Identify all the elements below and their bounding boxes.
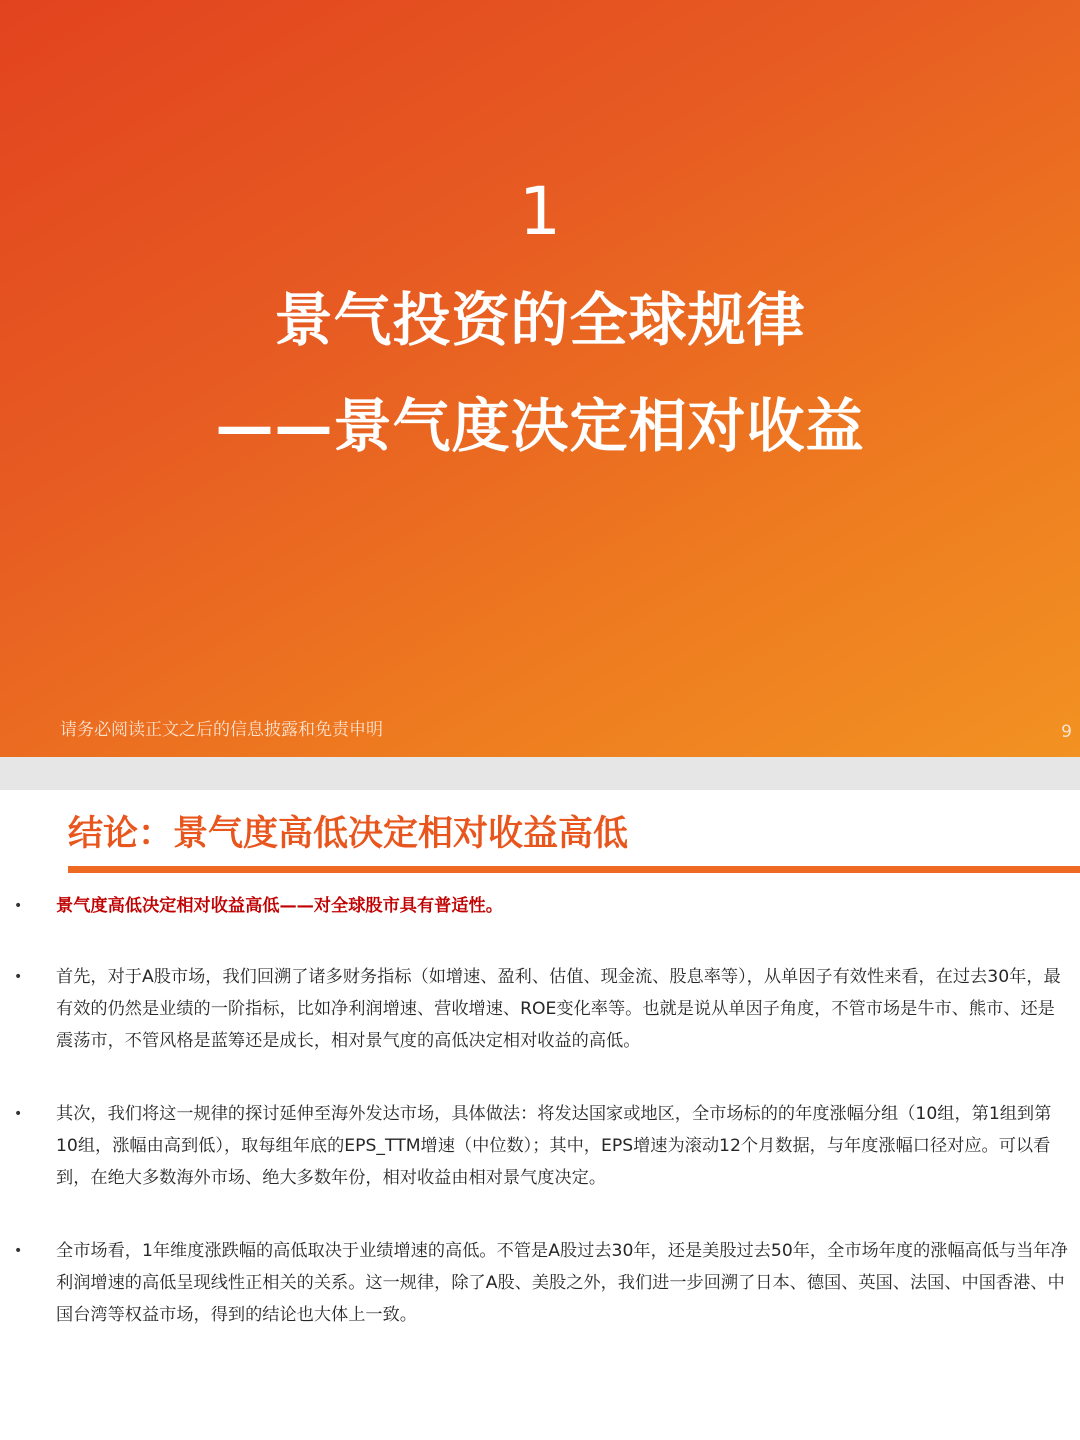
section-subtitle: ——景气度决定相对收益 xyxy=(215,392,865,460)
bullet-text: 全市场看，1年维度涨跌幅的高低取决于业绩增速的高低。不管是A股过去30年，还是美股过去50年，全市场年度的涨幅高低与当年净利润增速的高低呈现线性正相关的关系。这一规律，除了A股、美股之外，我们进一步回溯了日本、德国、英国、法国、中国香港、中国台湾等权益市场，得到的结论也大体上一致。 xyxy=(56,1241,1068,1325)
bullet-dot: • xyxy=(14,969,23,985)
slide-title: 结论：景气度高低决定相对收益高低 xyxy=(68,814,629,854)
bullet-dot: • xyxy=(14,898,23,914)
title-underline xyxy=(68,866,1080,873)
bullet-dot: • xyxy=(14,1106,23,1122)
conclusion-slide xyxy=(0,790,1080,1440)
section-title: 景气投资的全球规律 xyxy=(274,286,806,354)
slide-separator xyxy=(0,757,1080,790)
bullet-text: 首先，对于A股市场，我们回溯了诸多财务指标（如增速、盈利、估值、现金流、股息率等），从单因子有效性来看，在过去30年，最有效的仍然是业绩的一阶指标，比如净利润增速、营收增速、ROE变化率等。也就是说从单因子角度，不管市场是牛市、熊市、还是震荡市，不管风格是蓝筹还是成长，相对景气度的高低决定相对收益的高低。 xyxy=(56,967,1061,1051)
bullet-dot: • xyxy=(14,1243,23,1259)
disclaimer-text: 请务必阅读正文之后的信息披露和免责申明 xyxy=(60,720,383,740)
page-number: 9 xyxy=(1061,722,1072,742)
bullet-text: 其次，我们将这一规律的探讨延伸至海外发达市场，具体做法：将发达国家或地区，全市场标的的年度涨幅分组（10组，第1组到第10组，涨幅由高到低），取每组年底的EPS_TTM增速（中位数）；其中，EPS增速为滚动12个月数据，与年度涨幅口径对应。可以看到，在绝大多数海外市场、绝大多数年份，相对收益由相对景气度决定。 xyxy=(56,1104,1052,1188)
bullet-text-key-point: 景气度高低决定相对收益高低——对全球股市具有普适性。 xyxy=(56,896,503,916)
section-number: 1 xyxy=(519,173,561,250)
